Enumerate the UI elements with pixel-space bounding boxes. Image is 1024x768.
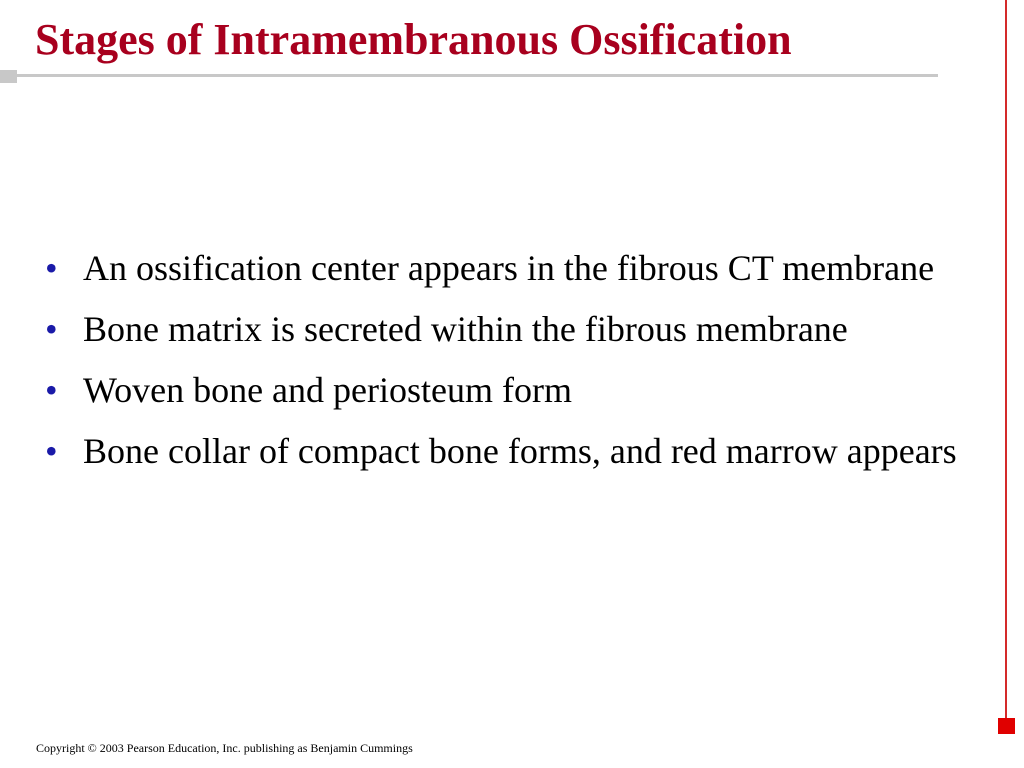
bullet-item [45, 369, 975, 412]
bullet-text: An ossification center appears in the fibrous CT membrane [83, 248, 935, 288]
right-vertical-rule [1005, 0, 1007, 718]
title-rule-marker [0, 70, 17, 83]
slide-title: Stages of Intramembranous Ossification [35, 15, 792, 64]
copyright-footer: Copyright © 2003 Pearson Education, Inc. publishing as Benjamin Cummings [36, 741, 413, 755]
bullet-icon: • [45, 431, 58, 471]
bullet-item [45, 308, 975, 351]
bullet-icon: • [45, 309, 58, 349]
bullet-item [45, 247, 975, 290]
bullet-text: Woven bone and periosteum form [83, 370, 572, 410]
bullet-text: Bone matrix is secreted within the fibrous membrane [83, 309, 848, 349]
bullet-icon: • [45, 248, 58, 288]
title-divider [17, 74, 938, 77]
bullet-icon: • [45, 370, 58, 410]
bullet-list [45, 247, 975, 491]
bullet-text: Bone collar of compact bone forms, and red marrow appears [83, 431, 957, 471]
right-corner-marker [998, 718, 1015, 734]
bullet-item [45, 430, 975, 473]
